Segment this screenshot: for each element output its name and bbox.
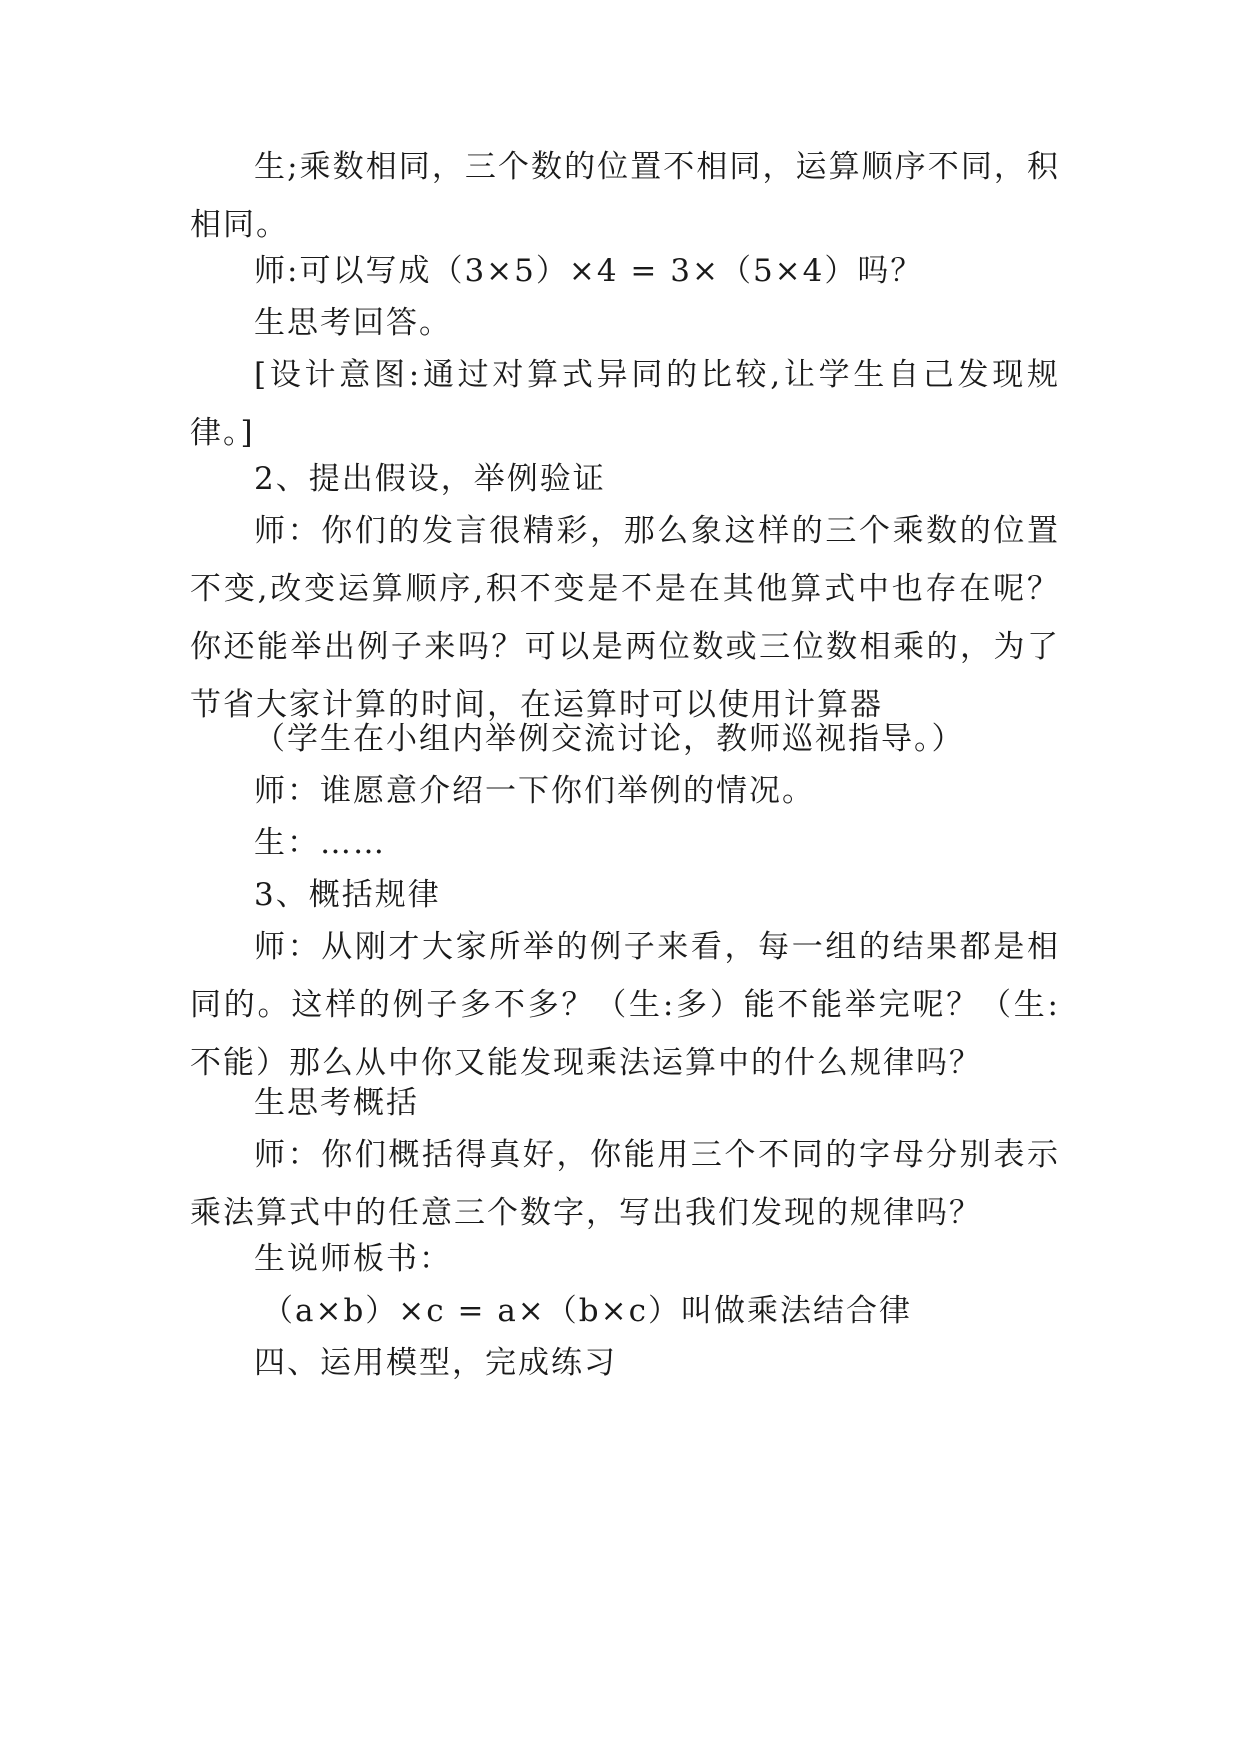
paragraph-teacher-prompt: 师：你们的发言很精彩，那么象这样的三个乘数的位置不变,改变运算顺序,积不变是不是在其他算式中也存在呢？你还能举出例子来吗？可以是两位数或三位数相乘的，为了节省大家计算的时间，在运算时可以使用计算器: [190, 513, 1060, 723]
paragraph-student-answer: 生;乘数相同，三个数的位置不相同，运算顺序不同，积相同。: [190, 149, 1060, 243]
paragraph-teacher-examples: 师：从刚才大家所举的例子来看，每一组的结果都是相同的。这样的例子多不多？（生:多）能不能举完呢？（生:不能）那么从中你又能发现乘法运算中的什么规律吗？: [190, 929, 1060, 1081]
paragraph-student-ellipsis: 生：……: [254, 825, 386, 861]
paragraph-blackboard: 生说师板书：: [254, 1241, 452, 1277]
heading-apply-model: 四、运用模型，完成练习: [254, 1345, 617, 1381]
heading-summarize-rule: 3、概括规律: [254, 877, 441, 913]
paragraph-teacher-question: 师:可以写成（3×5）×4 = 3×（5×4）吗？: [254, 253, 924, 289]
paragraph-group-discussion: （学生在小组内举例交流讨论，教师巡视指导。）: [254, 721, 965, 757]
paragraph-teacher-letters: 师：你们概括得真好，你能用三个不同的字母分别表示乘法算式中的任意三个数字，写出我们发现的规律吗？: [190, 1137, 1060, 1231]
paragraph-associative-law: （a×b）×c = a×（b×c）叫做乘法结合律: [262, 1293, 912, 1329]
heading-hypothesis: 2、提出假设，举例验证: [254, 461, 606, 497]
paragraph-student-summarizes: 生思考概括: [254, 1085, 419, 1121]
paragraph-teacher-invite: 师：谁愿意介绍一下你们举例的情况。: [254, 773, 815, 809]
paragraph-student-thinks: 生思考回答。: [254, 305, 452, 341]
paragraph-design-intent: [设计意图:通过对算式异同的比较,让学生自己发现规律。]: [190, 357, 1060, 451]
